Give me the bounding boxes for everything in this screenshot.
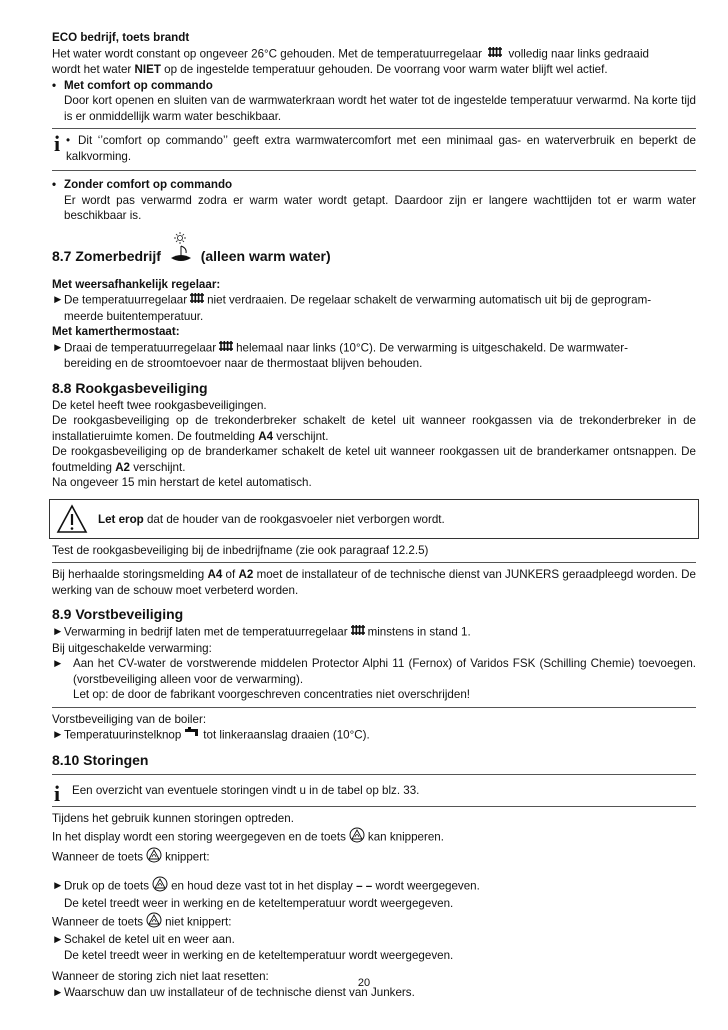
title-text: 8.7 Zomerbedrijf [52, 247, 161, 264]
step-text: helemaal naar links (10°C). De verwarming is uitgeschakeld. De warmwater- [236, 340, 628, 354]
kamer-step-cont: bereiding en de stroomtoevoer naar de thermostaat blijven behouden. [64, 357, 423, 370]
zonder-heading [52, 177, 696, 193]
eco-paragraph-2 [52, 62, 696, 78]
section-8-10-title: 8.10 Storingen [52, 751, 149, 768]
eco-text: wordt het water [52, 63, 132, 76]
repeated-error-note [52, 567, 696, 598]
restart-step [52, 932, 696, 948]
arrow-bullet: ► [52, 878, 64, 892]
boiler-step [52, 727, 696, 744]
radiator-icon [190, 292, 204, 309]
comfort-title: Met comfort op commando [64, 78, 213, 92]
arrow-bullet: ► [52, 728, 64, 742]
boiler-heading: Vorstbeveiliging van de boiler: [52, 712, 207, 726]
eco-text: volledig naar links gedraaid [508, 46, 649, 60]
no-reset-heading: Wanneer de storing zich niet laat resetten: [52, 970, 269, 983]
step-text: tot linkeraanslag draaien (10°C). [203, 728, 370, 742]
body-text: knippert: [165, 850, 210, 864]
warning-triangle-icon [56, 504, 88, 534]
eco-emphasis: NIET [134, 63, 161, 76]
storing-blink [52, 847, 696, 868]
body-text: verschijnt. [276, 429, 329, 443]
hot-water-tap-icon [184, 727, 200, 744]
reset-step [52, 876, 696, 897]
bullet: • [52, 78, 57, 92]
info-text [52, 133, 696, 164]
storing-display [52, 827, 696, 848]
section-8-8-title: 8.8 Rookgasbeveiliging [52, 379, 208, 396]
step-text: Aan het CV-water de vorstwerende middelen Protector Alphi 11 (Fernox) of Varidos FSK (Schilling Chemie) toevoegen. (vorstbeveiliging alleen voor de verwarming). [73, 657, 696, 686]
step-text: Druk op de toets [64, 878, 150, 892]
body-text: De rookgasbeveiliging op de branderkamer schakelt de ketel uit wanneer rookgassen uit de branderkamer ontsnappen. De foutmelding [52, 445, 696, 474]
zonder-text: Er wordt pas verwarmd zodra er warm water wordt getapt. Daardoor zijn er langere wachttijden tot er warm water beschikbaar is. [64, 193, 696, 222]
frost-step [52, 624, 696, 641]
step-text: Verwarming in bedrijf laten met de temperatuurregelaar [64, 625, 348, 639]
arrow-bullet: ► [52, 657, 64, 670]
comfort-heading [52, 78, 696, 94]
error-code: A4 [258, 429, 274, 443]
test-note: Test de rookgasbeveiliging bij de inbedrijfname (zie ook paragraaf 12.2.5) [52, 543, 429, 557]
weer-step-cont: meerde buitentemperatuur. [64, 309, 204, 323]
body-text: niet knippert: [165, 914, 232, 928]
step-text: Schakel de ketel uit en weer aan. [64, 933, 235, 946]
reset-button-icon [146, 847, 162, 868]
body-text: Wanneer de toets [52, 914, 144, 928]
body-text: In het display wordt een storing weergegeven en de toets [52, 829, 346, 843]
weer-heading: Met weersafhankelijk regelaar: [52, 277, 221, 291]
arrow-bullet: ► [52, 293, 64, 307]
error-code: A2 [115, 460, 131, 474]
document-page [52, 30, 696, 1000]
warning-box [49, 499, 699, 539]
display-dashes: – – [356, 878, 373, 892]
step-text: wordt weergegeven. [375, 878, 480, 892]
step-text: minstens in stand 1. [367, 625, 471, 639]
bullet: • [66, 134, 71, 147]
info-box [52, 775, 696, 807]
error-code: A2 [238, 568, 254, 581]
step-text: Waarschuw dan uw installateur of de technische dienst van Junkers. [64, 985, 415, 999]
eco-paragraph [52, 46, 696, 63]
body-text: moet de installateur of de technische dienst van JUNKERS geraadpleegd worden. De werking van de schouw moet verbeterd worden. [52, 568, 696, 597]
caution-text: Let op: de door de fabrikant voorgeschreven concentraties niet overschrijden! [73, 688, 471, 701]
zonder-title: Zonder comfort op commando [64, 178, 233, 191]
body-text: Bij herhaalde storingsmelding [52, 568, 205, 581]
body-text: kan knipperen. [367, 829, 444, 843]
info-icon: i [54, 780, 61, 806]
storing-intro: Tijdens het gebruik kunnen storingen optreden. [52, 812, 294, 825]
warning-body: dat de houder van de rookgasvoeler niet verborgen wordt. [146, 512, 445, 526]
rookgas-restart: Na ongeveer 15 min herstart de ketel automatisch. [52, 476, 312, 489]
eco-heading: ECO bedrijf, toets brandt [52, 31, 190, 44]
warning-text [98, 512, 445, 528]
reset-button-icon [146, 912, 162, 933]
radiator-icon [488, 46, 502, 63]
error-code: A4 [207, 568, 223, 581]
rookgas-intro: De ketel heeft twee rookgasbeveiligingen. [52, 398, 267, 412]
step-text: Temperatuurinstelknop [64, 728, 182, 742]
body-text: Wanneer de toets [52, 850, 144, 864]
kamer-step [52, 340, 696, 357]
radiator-icon [351, 624, 365, 641]
reset-result: De ketel treedt weer in werking en de keteltemperatuur wordt weergegeven. [64, 897, 454, 910]
step-text: Draai de temperatuurregelaar [64, 340, 217, 354]
frost-step-2 [52, 656, 696, 703]
body-text: De rookgasbeveiliging op de trekonderbreker schakelt de ketel uit wanneer rookgassen via de trekonderbreker in de installatieruimte komen. De foutmelding [52, 414, 696, 443]
restart-result: De ketel treedt weer in werking en de keteltemperatuur wordt weergegeven. [64, 948, 454, 962]
reset-button-icon [152, 876, 168, 897]
section-8-9-title: 8.9 Vorstbeveiliging [52, 606, 184, 622]
step-text: niet verdraaien. De regelaar schakelt de verwarming automatisch uit bij de geprogram- [207, 293, 652, 307]
reset-button-icon [349, 827, 365, 848]
weer-step [52, 292, 696, 309]
body-text: of [225, 568, 236, 581]
radiator-icon [219, 340, 233, 357]
info-box [52, 129, 696, 170]
arrow-bullet: ► [52, 985, 64, 999]
rookgas-trekonderbreker [52, 413, 696, 444]
arrow-bullet: ► [52, 625, 64, 639]
page-number: 20 [357, 977, 371, 989]
comfort-text: Door kort openen en sluiten van de warmwaterkraan wordt het water tot de ingestelde temperatuur verwarmd. Na korte tijd is er onmiddellijk warm water beschikbaar. [64, 94, 696, 123]
section-8-7-title [52, 238, 696, 277]
step-text: De temperatuurregelaar [64, 293, 188, 307]
eco-text: Het water wordt constant op ongeveer 26°C gehouden. Met de temperatuurregelaar [52, 46, 482, 60]
rookgas-branderkamer [52, 444, 696, 475]
eco-text: op de ingestelde temperatuur gehouden. De voorrang voor warm water blijft wel actief. [164, 63, 608, 76]
body-text: verschijnt. [133, 460, 186, 474]
storing-noblink [52, 912, 696, 933]
summer-mode-icon [168, 232, 194, 271]
info-text-body: Dit ‘’comfort op commando’’ geeft extra warmwatercomfort met een minimaal gas- en waterverbruik en beperkt de kalkvorming. [66, 134, 696, 163]
frost-off-heading: Bij uitgeschakelde verwarming: [52, 641, 212, 655]
warning-emphasis: Let erop [98, 512, 144, 526]
info-icon: i [54, 131, 61, 156]
arrow-bullet: ► [52, 933, 64, 946]
bullet: • [52, 178, 57, 191]
title-text: (alleen warm water) [200, 247, 331, 264]
info-text: Een overzicht van eventuele storingen vindt u in de tabel op blz. 33. [72, 783, 420, 797]
step-text: en houd deze vast tot in het display [171, 878, 353, 892]
kamer-heading: Met kamerthermostaat: [52, 325, 180, 338]
arrow-bullet: ► [52, 340, 64, 354]
